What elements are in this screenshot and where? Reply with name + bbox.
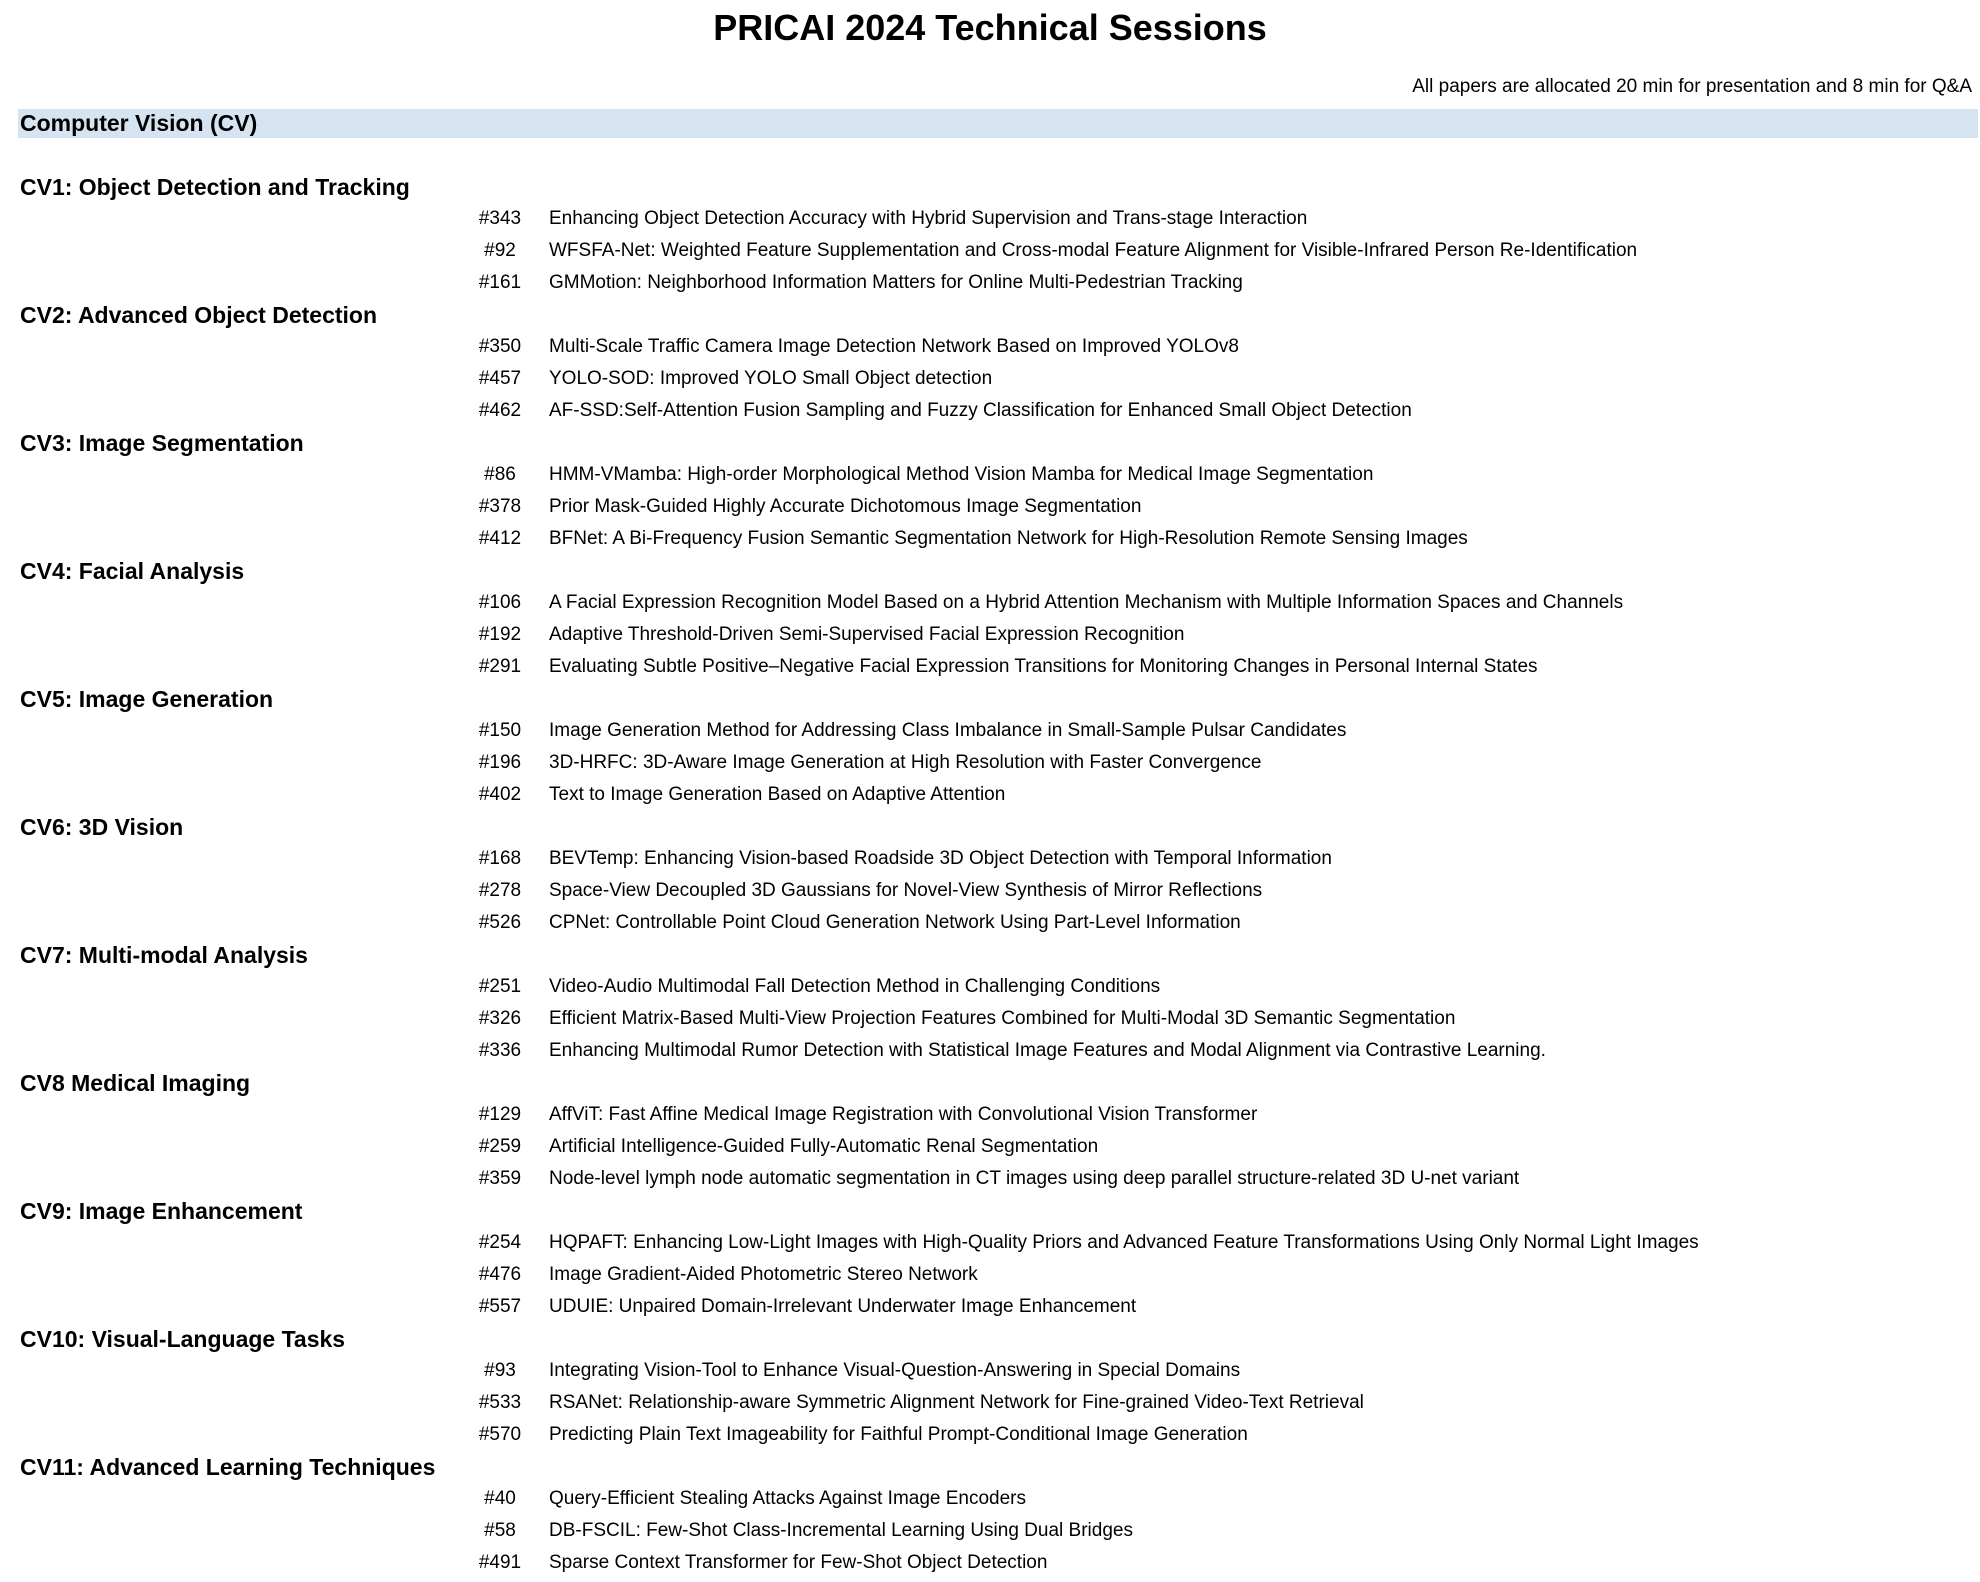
paper-row [0, 1291, 1980, 1323]
paper-title: Multi-Scale Traffic Camera Image Detection Network Based on Improved YOLOv8 [549, 336, 1239, 357]
paper-title: Efficient Matrix-Based Multi-View Projection Features Combined for Multi-Modal 3D Semantic Segmentation [549, 1008, 1456, 1029]
paper-row [0, 363, 1980, 395]
paper-title: CPNet: Controllable Point Cloud Generation Network Using Part-Level Information [549, 912, 1241, 933]
paper-id: #476 [478, 1264, 522, 1285]
paper-row [0, 1227, 1980, 1259]
session-block [0, 939, 1980, 1067]
paper-row [0, 1419, 1980, 1451]
session-heading: CV11: Advanced Learning Techniques [20, 1454, 436, 1480]
session-heading: CV3: Image Segmentation [20, 430, 304, 456]
paper-row [0, 1483, 1980, 1515]
session-block [0, 299, 1980, 427]
paper-id: #259 [478, 1136, 522, 1157]
paper-id: #557 [478, 1296, 522, 1317]
paper-id: #336 [478, 1040, 522, 1061]
session-block [0, 811, 1980, 939]
paper-row [0, 523, 1980, 555]
paper-row [0, 747, 1980, 779]
paper-id: #457 [478, 368, 522, 389]
paper-id: #251 [478, 976, 522, 997]
paper-id: #402 [478, 784, 522, 805]
paper-title: Integrating Vision-Tool to Enhance Visual-Question-Answering in Special Domains [549, 1360, 1241, 1381]
paper-title: BEVTemp: Enhancing Vision-based Roadside 3D Object Detection with Temporal Information [549, 848, 1332, 869]
session-heading: CV2: Advanced Object Detection [20, 302, 378, 328]
session-block [0, 683, 1980, 811]
paper-title: HMM-VMamba: High-order Morphological Method Vision Mamba for Medical Image Segmentation [549, 464, 1374, 485]
paper-row [0, 779, 1980, 811]
paper-id: #40 [484, 1488, 516, 1509]
paper-id: #343 [478, 208, 522, 229]
paper-id: #350 [478, 336, 522, 357]
paper-title: AF-SSD:Self-Attention Fusion Sampling and Fuzzy Classification for Enhanced Small Object Detection [549, 400, 1412, 421]
paper-row [0, 235, 1980, 267]
paper-id: #570 [478, 1424, 522, 1445]
paper-title: Artificial Intelligence-Guided Fully-Automatic Renal Segmentation [549, 1136, 1099, 1157]
paper-title: UDUIE: Unpaired Domain-Irrelevant Underwater Image Enhancement [549, 1296, 1137, 1317]
session-block [0, 1067, 1980, 1195]
session-heading: CV1: Object Detection and Tracking [20, 174, 410, 200]
paper-id: #150 [478, 720, 522, 741]
session-heading: CV8 Medical Imaging [20, 1070, 251, 1096]
paper-title: Evaluating Subtle Positive–Negative Facial Expression Transitions for Monitoring Changes in Personal Internal States [549, 656, 1538, 677]
paper-title: AffViT: Fast Affine Medical Image Registration with Convolutional Vision Transformer [549, 1104, 1258, 1125]
paper-title: RSANet: Relationship-aware Symmetric Alignment Network for Fine-grained Video-Text Retrieval [549, 1392, 1364, 1413]
paper-id: #58 [484, 1520, 516, 1541]
session-heading: CV7: Multi-modal Analysis [20, 942, 308, 968]
paper-row [0, 1547, 1980, 1579]
paper-id: #254 [478, 1232, 522, 1253]
paper-row [0, 267, 1980, 299]
session-block [0, 1323, 1980, 1451]
paper-id: #291 [478, 656, 522, 677]
paper-row [0, 1387, 1980, 1419]
session-heading: CV5: Image Generation [20, 686, 274, 712]
paper-id: #533 [478, 1392, 522, 1413]
paper-id: #92 [484, 240, 516, 261]
paper-id: #491 [478, 1552, 522, 1573]
paper-title: WFSFA-Net: Weighted Feature Supplementation and Cross-modal Feature Alignment for Visible-Infrared Person Re-Identification [549, 240, 1638, 261]
paper-row [0, 651, 1980, 683]
paper-row [0, 1163, 1980, 1195]
paper-title: Predicting Plain Text Imageability for Faithful Prompt-Conditional Image Generation [549, 1424, 1248, 1445]
paper-id: #86 [484, 464, 516, 485]
paper-id: #326 [478, 1008, 522, 1029]
paper-row [0, 1003, 1980, 1035]
paper-id: #278 [478, 880, 522, 901]
session-heading: CV9: Image Enhancement [20, 1198, 303, 1224]
paper-title: Query-Efficient Stealing Attacks Against Image Encoders [549, 1488, 1027, 1509]
paper-row [0, 491, 1980, 523]
paper-title: Adaptive Threshold-Driven Semi-Supervised Facial Expression Recognition [549, 624, 1185, 645]
paper-title: Node-level lymph node automatic segmentation in CT images using deep parallel structure-related 3D U-net variant [549, 1168, 1520, 1189]
paper-row [0, 1515, 1980, 1547]
paper-title: Enhancing Multimodal Rumor Detection with Statistical Image Features and Modal Alignment via Contrastive Learning. [549, 1040, 1546, 1061]
paper-id: #192 [478, 624, 522, 645]
paper-title: Image Gradient-Aided Photometric Stereo Network [549, 1264, 978, 1285]
session-heading: CV10: Visual-Language Tasks [20, 1326, 346, 1352]
paper-row [0, 331, 1980, 363]
paper-row [0, 619, 1980, 651]
paper-row [0, 587, 1980, 619]
paper-id: #196 [478, 752, 522, 773]
paper-title: HQPAFT: Enhancing Low-Light Images with High-Quality Priors and Advanced Feature Transformations Using Only Normal Light Images [549, 1232, 1699, 1253]
paper-row [0, 1099, 1980, 1131]
paper-row [0, 459, 1980, 491]
allocation-note: All papers are allocated 20 min for presentation and 8 min for Q&A [1412, 76, 1972, 97]
paper-id: #359 [478, 1168, 522, 1189]
paper-row [0, 971, 1980, 1003]
paper-id: #412 [478, 528, 522, 549]
paper-id: #161 [478, 272, 522, 293]
paper-title: Enhancing Object Detection Accuracy with Hybrid Supervision and Trans-stage Interaction [549, 208, 1308, 229]
paper-title: Sparse Context Transformer for Few-Shot Object Detection [549, 1552, 1048, 1573]
paper-title: Space-View Decoupled 3D Gaussians for Novel-View Synthesis of Mirror Reflections [549, 880, 1263, 901]
track-header: Computer Vision (CV) [18, 109, 1978, 138]
paper-row [0, 395, 1980, 427]
session-block [0, 427, 1980, 555]
paper-id: #378 [478, 496, 522, 517]
session-list [0, 171, 1980, 1579]
paper-id: #106 [478, 592, 522, 613]
paper-id: #462 [478, 400, 522, 421]
paper-row [0, 1259, 1980, 1291]
session-heading: CV6: 3D Vision [20, 814, 184, 840]
paper-row [0, 1355, 1980, 1387]
paper-title: YOLO-SOD: Improved YOLO Small Object detection [549, 368, 993, 389]
session-block [0, 555, 1980, 683]
paper-row [0, 875, 1980, 907]
paper-title: Video-Audio Multimodal Fall Detection Method in Challenging Conditions [549, 976, 1161, 997]
paper-id: #129 [478, 1104, 522, 1125]
page-title: PRICAI 2024 Technical Sessions [713, 7, 1267, 48]
paper-title: Text to Image Generation Based on Adaptive Attention [549, 784, 1006, 805]
paper-title: DB-FSCIL: Few-Shot Class-Incremental Learning Using Dual Bridges [549, 1520, 1133, 1541]
paper-title: GMMotion: Neighborhood Information Matters for Online Multi-Pedestrian Tracking [549, 272, 1243, 293]
paper-id: #93 [484, 1360, 516, 1381]
paper-title: Prior Mask-Guided Highly Accurate Dichotomous Image Segmentation [549, 496, 1142, 517]
paper-id: #168 [478, 848, 522, 869]
paper-row [0, 907, 1980, 939]
paper-row [0, 843, 1980, 875]
session-block [0, 1451, 1980, 1579]
paper-title: 3D-HRFC: 3D-Aware Image Generation at High Resolution with Faster Convergence [549, 752, 1262, 773]
paper-title: A Facial Expression Recognition Model Based on a Hybrid Attention Mechanism with Multiple Information Spaces and Channels [549, 592, 1624, 613]
session-block [0, 1195, 1980, 1323]
paper-title: BFNet: A Bi-Frequency Fusion Semantic Segmentation Network for High-Resolution Remote Sensing Images [549, 528, 1468, 549]
session-block [0, 171, 1980, 299]
paper-id: #526 [478, 912, 522, 933]
paper-row [0, 715, 1980, 747]
paper-row [0, 1035, 1980, 1067]
session-heading: CV4: Facial Analysis [20, 558, 245, 584]
paper-title: Image Generation Method for Addressing Class Imbalance in Small-Sample Pulsar Candidates [549, 720, 1347, 741]
paper-row [0, 1131, 1980, 1163]
paper-row [0, 203, 1980, 235]
